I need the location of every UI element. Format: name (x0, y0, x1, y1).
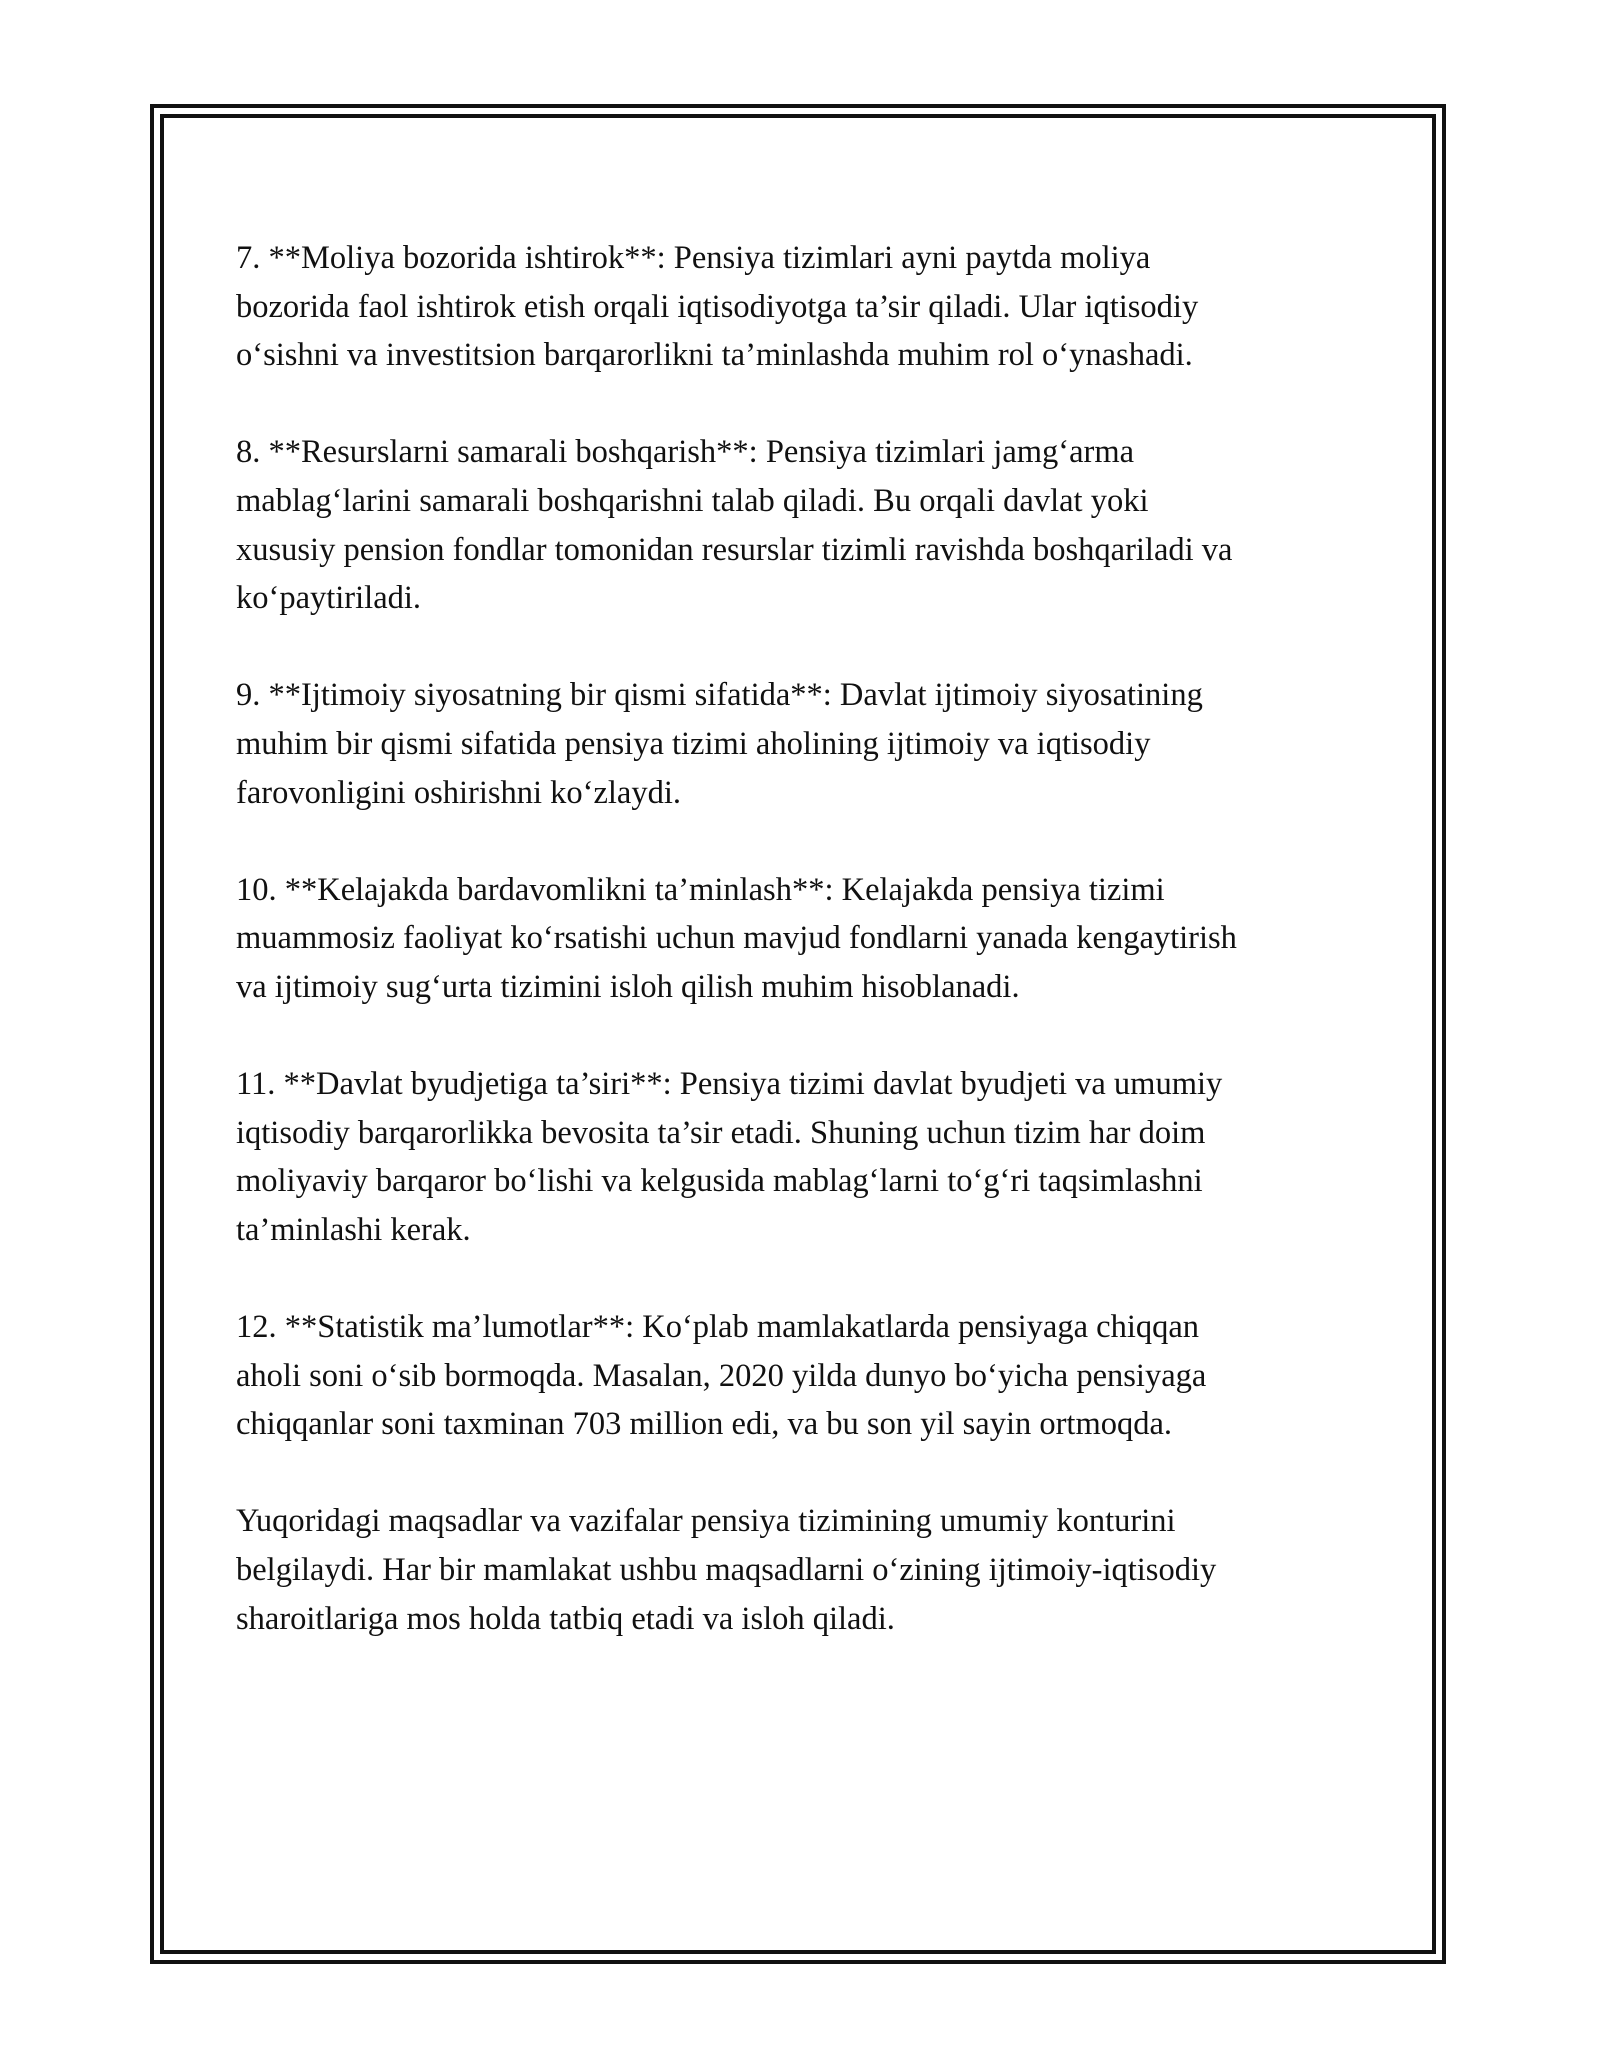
paragraph-item-10: 10. **Kelajakda bardavomlikni ta’minlash**: Kelajakda pensiya tizimi muammosiz faoliyat ko‘rsatishi uchun mavjud fondlarni yanada kengaytirish va ijtimoiy sug‘urta tizimini isloh qilish muhim hisoblanadi. (236, 871, 1237, 1005)
paragraph-conclusion: Yuqoridagi maqsadlar va vazifalar pensiya tizimining umumiy konturini belgilaydi. Har bir mamlakat ushbu maqsadlarni o‘zining ijtimoiy-iqtisodiy sharoitlariga mos holda tatbiq etadi va isloh qiladi. (236, 1503, 1217, 1637)
paragraph-item-11: 11. **Davlat byudjetiga ta’siri**: Pensiya tizimi davlat byudjeti va umumiy iqtisodiy barqarorlikka bevosita ta’sir etadi. Shuning uchun tizim har doim moliyaviy barqaror bo‘lishi va kelgusida mablag‘larni to‘g‘ri taqsimlashni ta’minlashi kerak. (236, 1066, 1223, 1248)
paragraph-item-12: 12. **Statistik ma’lumotlar**: Ko‘plab mamlakatlarda pensiyaga chiqqan aholi soni o‘sib bormoqda. Masalan, 2020 yilda dunyo bo‘yicha pensiyaga chiqqanlar soni taxminan 703 million edi, va bu son yil sayin ortmoqda. (236, 1309, 1207, 1443)
document-body (236, 234, 1386, 1692)
paragraph-item-9: 9. **Ijtimoiy siyosatning bir qismi sifatida**: Davlat ijtimoiy siyosatining muhim bir qismi sifatida pensiya tizimi aholining ijtimoiy va iqtisodiy farovonligini oshirishni ko‘zlaydi. (236, 677, 1203, 811)
paragraph-item-7: 7. **Moliya bozorida ishtirok**: Pensiya tizimlari ayni paytda moliya bozorida faol ishtirok etish orqali iqtisodiyotga ta’sir qiladi. Ular iqtisodiy o‘sishni va investitsion barqarorlikni ta’minlashda muhim rol o‘ynashadi. (236, 240, 1199, 374)
paragraph-item-8: 8. **Resurslarni samarali boshqarish**: Pensiya tizimlari jamg‘arma mablag‘larini samarali boshqarishni talab qiladi. Bu orqali davlat yoki xususiy pension fondlar tomonidan resurslar tizimli ravishda boshqariladi va ko‘paytiriladi. (236, 434, 1233, 617)
